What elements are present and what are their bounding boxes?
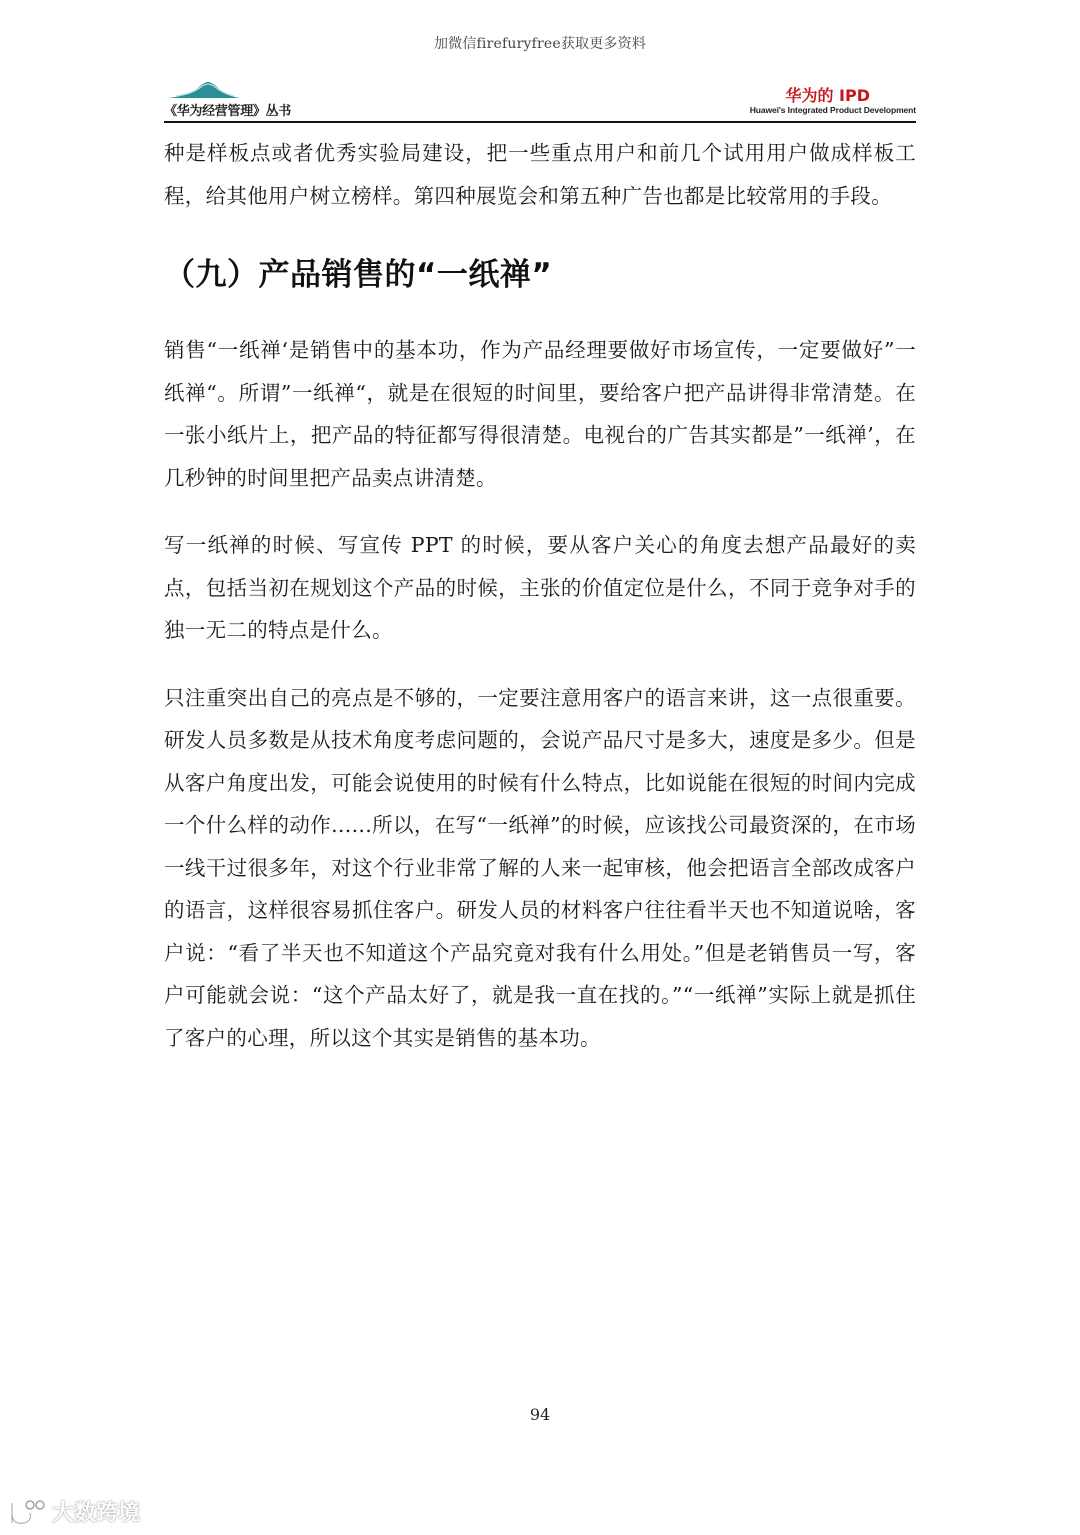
paragraph-continuation: 种是样板点或者优秀实验局建设，把一些重点用户和前几个试用用户做成样板工程，给其他用户树立榜样。第四种展览会和第五种广告也都是比较常用的手段。 [164, 141, 916, 208]
page-header [164, 76, 916, 122]
bottom-watermark [8, 1496, 140, 1527]
paragraph: 写一纸禅的时候、写宣传 PPT 的时候，要从客户关心的角度去想产品最好的卖点，包括当初在规划这个产品的时候，主张的价值定位是什么，不同于竞争对手的独一无二的特点是什么。 [164, 533, 916, 642]
paragraph: 只注重突出自己的亮点是不够的，一定要注意用客户的语言来讲，这一点很重要。研发人员多数是从技术角度考虑问题的，会说产品尺寸是多大，速度是多少。但是从客户角度出发，可能会说使用的时候有什么特点，比如说能在很短的时间内完成一个什么样的动作......所以，在写“一纸禅”的时候，应该找公司最资深的，在市场一线干过很多年，对这个行业非常了解的人来一起审核，他会把语言全部改成客户的语言，这样很容易抓住客户。研发人员的材料客户往往看半天也不知道说啥，客户说：“看了半天也不知道这个产品究竟对我有什么用处。”但是老销售员一写，客户可能就会说：“这个产品太好了，就是我一直在找的。”“一纸禅”实际上就是抓住了客户的心理，所以这个其实是销售的基本功。 [164, 685, 916, 1050]
100-logo-icon [8, 1497, 48, 1527]
brand-subtitle: Huawei's Integrated Product Development [749, 105, 916, 115]
brand-block [750, 87, 916, 116]
header-divider [164, 121, 916, 123]
page-number: 94 [529, 1405, 551, 1424]
watermark-text: 大数跨境 [52, 1501, 141, 1526]
top-watermark-text: 加微信firefuryfree获取更多资料 [433, 36, 647, 52]
page-content [164, 132, 916, 1059]
mountain-logo-icon [168, 78, 240, 100]
section-heading: （九）产品销售的“一纸禅” [164, 257, 553, 293]
paragraph: 销售“一纸禅‘是销售中的基本功，作为产品经理要做好市场宣传，一定要做好”一纸禅“。所谓”一纸禅“，就是在很短的时间里，要给客户把产品讲得非常清楚。在一张小纸片上，把产品的特征都写得很清楚。电视台的广告其实都是”一纸禅’，在几秒钟的时间里把产品卖点讲清楚。 [164, 338, 916, 490]
series-title: 《华为经营管理》丛书 [164, 104, 292, 119]
brand-title: 华为的 IPD [785, 86, 870, 105]
